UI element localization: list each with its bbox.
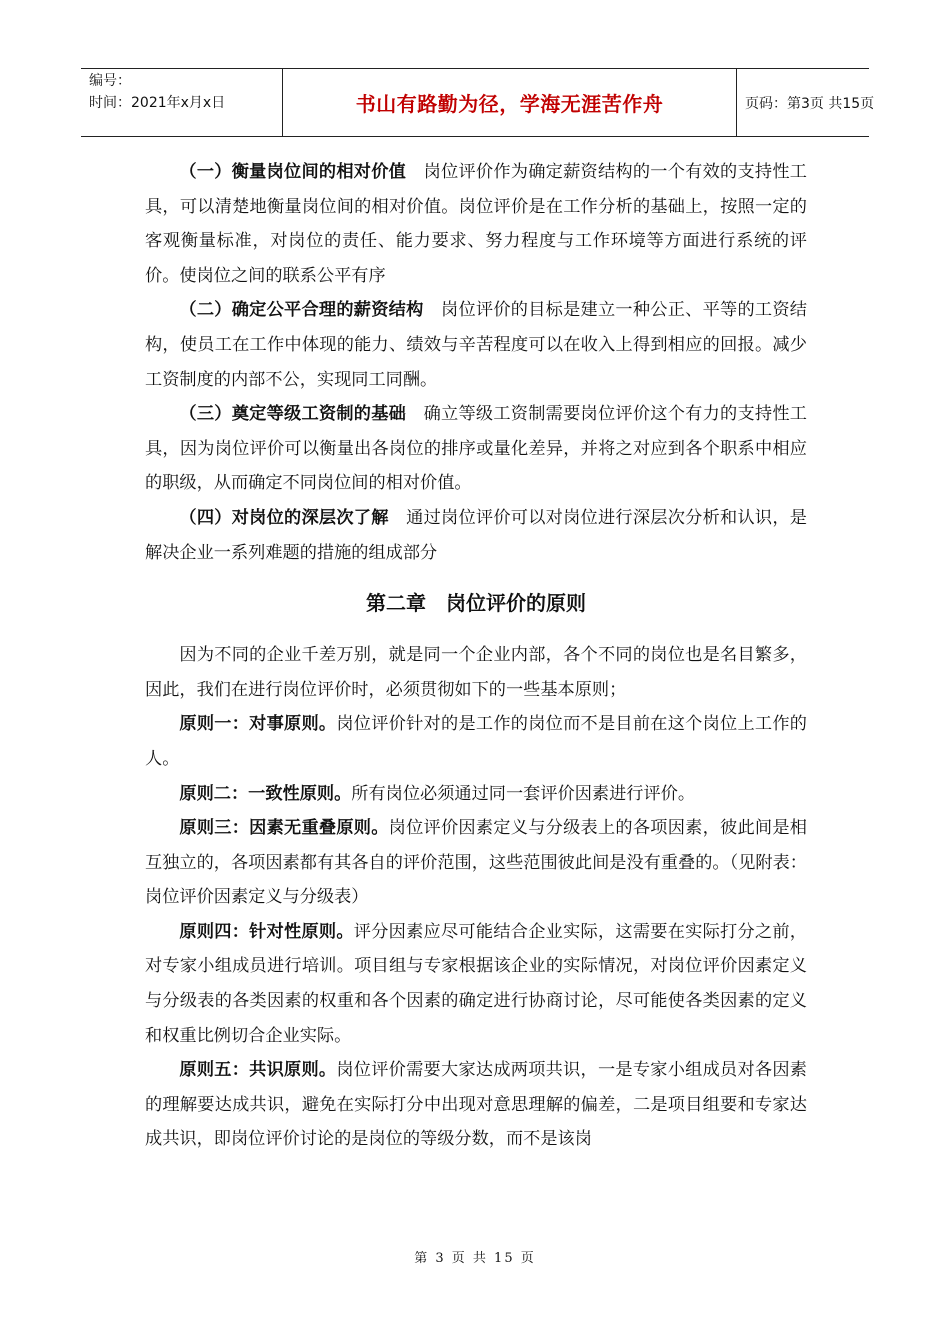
- section-lead: （三）奠定等级工资制的基础: [179, 404, 407, 425]
- section-text: 岗位评价的目标是建立一种公正、平等的工资结构，使员工在工作中体现的能力、绩效与辛苦程度可以在收入上得到相应的回报。减少工资制度的内部不公，实现同工同酬。: [145, 300, 807, 390]
- principle-paragraph: [145, 1053, 807, 1157]
- header-meta-cell: [81, 69, 282, 136]
- section-lead: （四）对岗位的深层次了解: [179, 507, 389, 528]
- principle-text: 所有岗位必须通过同一套评价因素进行评价。: [351, 783, 696, 804]
- principle-text: 岗位评价需要大家达成两项共识，一是专家小组成员对各因素的理解要达成共识，避免在实际打分中出现对意思理解的偏差，二是项目组要和专家达成共识，即岗位评价讨论的是岗位的等级分数，而不是该岗: [145, 1060, 807, 1150]
- motto-text: 书山有路勤为径，学海无涯苦作舟: [355, 92, 664, 116]
- section-text: 岗位评价作为确定薪资结构的一个有效的支持性工具，可以清楚地衡量岗位间的相对价值。岗位评价是在工作分析的基础上，按照一定的客观衡量标准，对岗位的责任、能力要求、努力程度与工作环境等方面进行系统的评价。使岗位之间的联系公平有序: [145, 162, 807, 286]
- section-paragraph: [145, 155, 807, 293]
- section-text: 通过岗位评价可以对岗位进行深层次分析和认识，是解决企业一系列难题的措施的组成部分: [145, 507, 807, 563]
- intro-paragraph: 因为不同的企业千差万别，就是同一个企业内部，各个不同的岗位也是名目繁多，因此，我们在进行岗位评价时，必须贯彻如下的一些基本原则；: [145, 645, 807, 700]
- principle-lead: 原则三：因素无重叠原则。: [179, 818, 389, 839]
- number-label: 编号：: [89, 73, 131, 89]
- section-text: 确立等级工资制需要岗位评价这个有力的支持性工具，因为岗位评价可以衡量出各岗位的排序或量化差异，并将之对应到各个职系中相应的职级，从而确定不同岗位间的相对价值。: [145, 404, 807, 494]
- section-paragraph: [145, 293, 807, 397]
- date-label: 时间：2021年x月x日: [89, 95, 226, 111]
- header-page-cell: [737, 69, 875, 136]
- principle-lead: 原则四：针对性原则。: [179, 921, 354, 942]
- document-header-table: [81, 68, 875, 137]
- header-motto-cell: [282, 69, 737, 136]
- page-footer: 第 3 页 共 15 页: [414, 1251, 536, 1266]
- principle-paragraph: [145, 777, 807, 812]
- principle-paragraph: [145, 811, 807, 915]
- principle-lead: 原则一：对事原则。: [179, 714, 337, 735]
- section-paragraph: [145, 397, 807, 501]
- principle-lead: 原则五：共识原则。: [179, 1060, 337, 1081]
- chapter-title: 第二章 岗位评价的原则: [366, 591, 586, 616]
- principle-text: 岗位评价因素定义与分级表上的各项因素，彼此间是相互独立的，各项因素都有其各自的评价范围，这些范围彼此间是没有重叠的。（见附表：岗位评价因素定义与分级表）: [145, 818, 807, 908]
- principle-text: 评分因素应尽可能结合企业实际，这需要在实际打分之前，对专家小组成员进行培训。项目组与专家根据该企业的实际情况，对岗位评价因素定义与分级表的各类因素的权重和各个因素的确定进行协商讨论，尽可能使各类因素的定义和权重比例切合企业实际。: [145, 921, 807, 1046]
- principle-paragraph: [145, 915, 807, 1053]
- principle-lead: 原则二：一致性原则。: [179, 783, 352, 804]
- principle-paragraph: [145, 707, 807, 776]
- section-paragraph: [145, 501, 807, 570]
- document-body: [145, 155, 807, 1157]
- section-lead: （一）衡量岗位间的相对价值: [179, 162, 407, 182]
- section-lead: （二）确定公平合理的薪资结构: [179, 300, 424, 321]
- page-number-label: 页码：第3页 共15页: [745, 95, 875, 112]
- principle-text: 岗位评价针对的是工作的岗位而不是目前在这个岗位上工作的人。: [145, 714, 807, 769]
